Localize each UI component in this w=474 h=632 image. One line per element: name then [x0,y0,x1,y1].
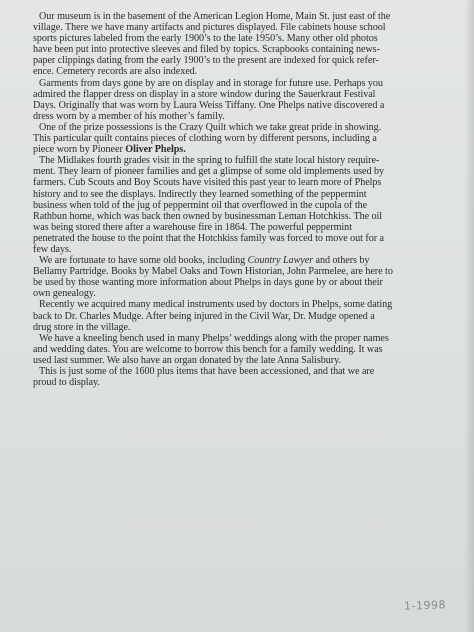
text-line: ence. Cemetery records are also indexed. [33,66,198,78]
text-line: One of the prize possessions is the Crazy Quilt which we take great pride in showing. [39,121,382,133]
text-line: business when told of the jug of peppermint oil that overflowed in the cupola of the [33,199,368,211]
text-line: This is just some of the 1600 plus items that have been accessioned, and that we are [39,366,375,377]
text-line: village. There we have many artifacts and pictures displayed. File cabinets house school [33,22,386,34]
text-line: paper clippings dating from the early 1900’s to the present are indexed for quick refer- [33,55,379,67]
text-line: farmers. Cub Scouts and Boy Scouts have visited this past year to learn more of Phelps [33,177,382,189]
text-line: was being stored there after a warehouse fire in 1864. The powerful peppermint [33,221,352,233]
text-line: Days. Originally that was worn by Laura Weiss Tiffany. One Phelps native discovered a [33,99,385,111]
text-fragment: We are fortunate to have some old books, including [39,255,248,267]
text-line: be used by those wanting more information about Phelps in days gone by or about their [33,277,383,289]
text-line-with-italic-title [33,255,443,266]
text-line: dress worn by a member of his mother’s family. [33,110,225,122]
text-line: We have a kneeling bench used in many Phelps’ weddings along with the proper names [39,332,389,344]
text-line: Bellamy Partridge. Books by Mabel Oaks and Town Historian, John Parmelee, are here to [33,266,393,278]
book-title-italic: Country Lawyer [247,255,314,267]
text-line: ment. They learn of pioneer families and get a glimpse of some old implements used by [33,166,384,178]
text-line: The Midlakes fourth grades visit in the spring to fulfill the state local history require- [39,155,380,167]
text-line: Recently we acquired many medical instruments used by doctors in Phelps, some dating [39,299,393,311]
text-line: sports pictures labeled from the early 1900’s to the late 1950’s. Many other old photos [33,33,378,45]
text-line: This particular quilt contains pieces of clothing worn by different persons, including a [33,133,377,145]
text-line: admired the flapper dress on display in a store window during the Sauerkraut Festival [33,88,376,100]
text-line: history and to see the displays. Indirectly they learned something of the peppermint [33,188,367,200]
text-line-with-bold-name [33,144,443,155]
text-line: have been put into protective sleeves and filed by topics. Scrapbooks containing news- [33,44,380,56]
text-line: Garments from days gone by are on display and in storage for future use. Perhaps you [39,77,383,89]
text-line: proud to display. [33,377,100,389]
text-line: own genealogy. [33,288,96,300]
document-body [33,11,443,388]
text-line: back to Dr. Charles Mudge. After being injured in the Civil War, Dr. Mudge opened a [33,310,375,322]
text-fragment: and others by [313,255,370,267]
text-line: drug store in the village. [33,321,131,333]
text-line: Our museum is in the basement of the American Legion Home, Main St. just east of the [39,11,391,22]
text-fragment: piece worn by Pioneer [33,144,126,156]
text-line: Rathbun home, which was back then owned by businessman Leman Hotchkiss. The oil [33,210,383,222]
text-line: and wedding dates. You are welcome to borrow this bench for a family wedding. It was [33,343,383,355]
pioneer-name-bold: Oliver Phelps. [125,144,186,156]
text-line: few days. [33,243,72,255]
handwritten-date-note: 1-1998 [403,598,447,613]
text-line: used last summer. We also have an organ donated by the late Anna Salisbury. [33,354,341,366]
text-line: penetrated the house to the point that the Hotchkiss family was forced to move out for a [33,232,385,244]
